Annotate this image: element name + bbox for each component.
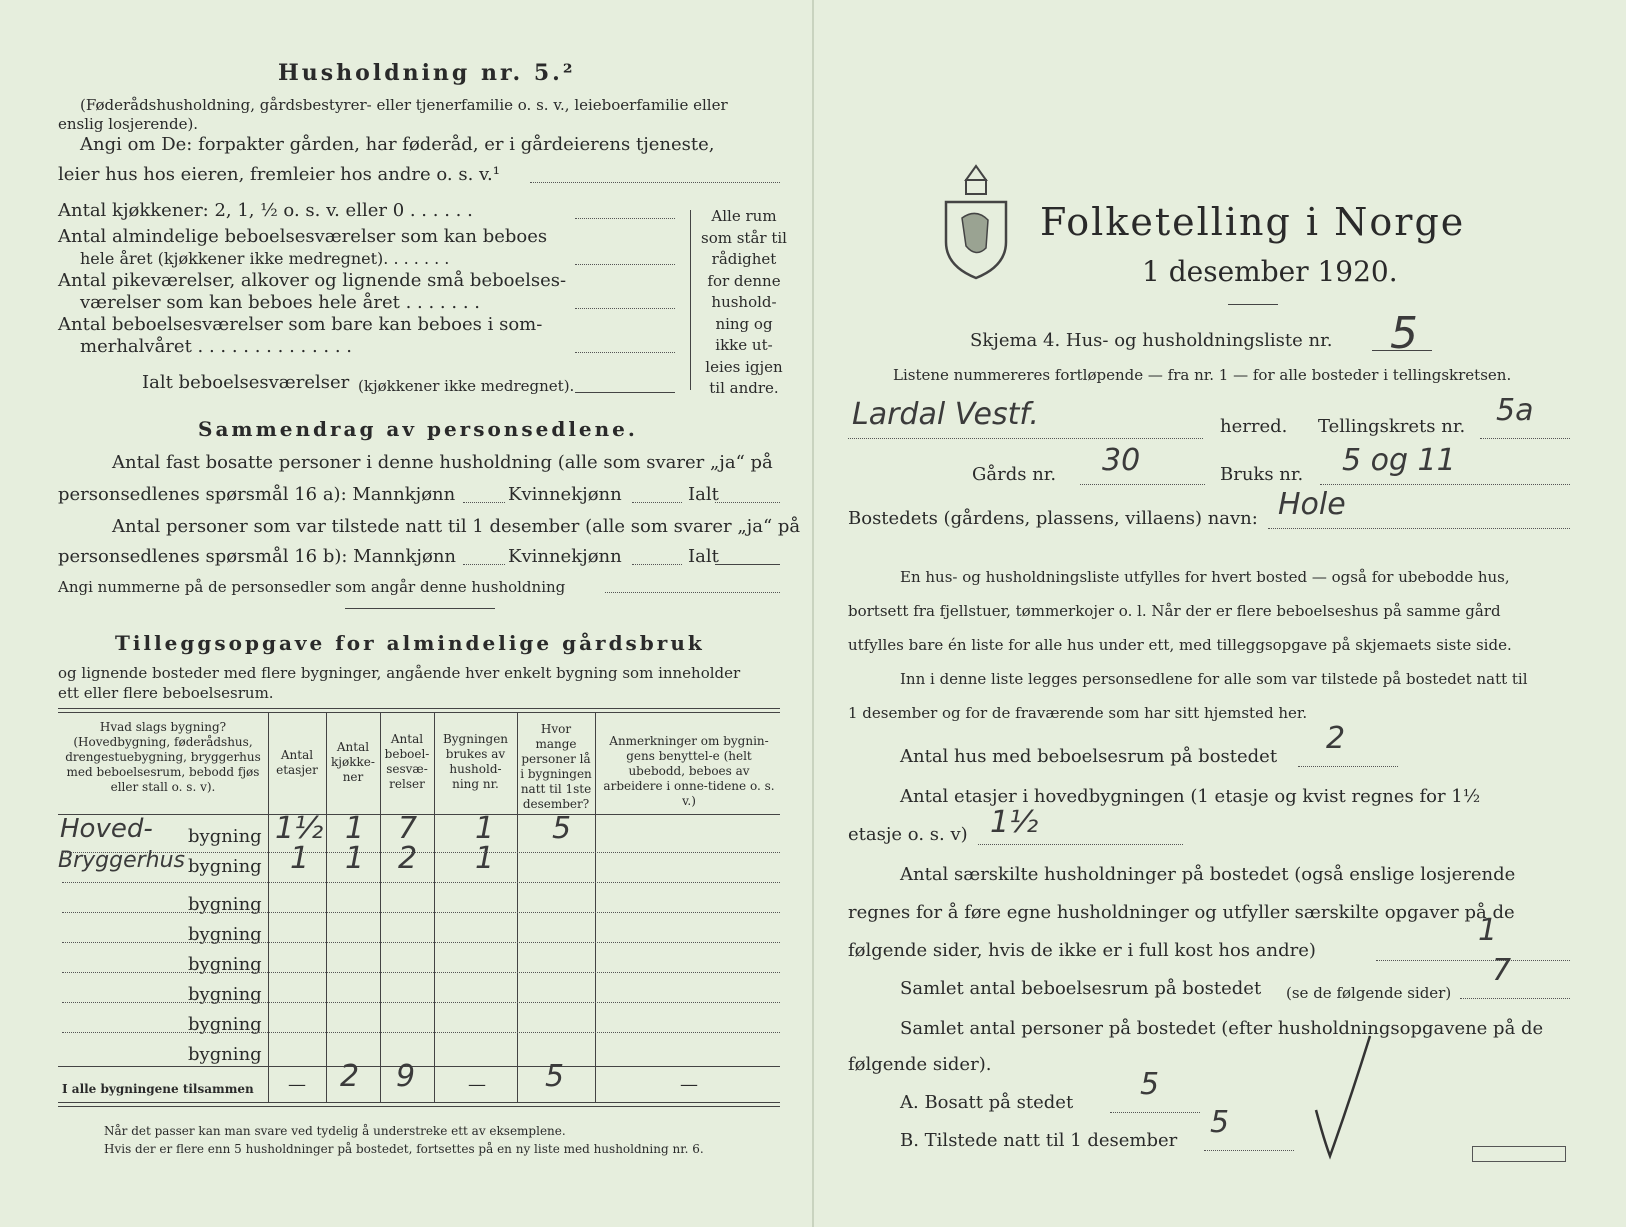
table-bottom-rule-2 <box>58 1106 780 1107</box>
total-persons-line-1: Samlet antal personer på bostedet (efter husholdningsopgavene på de <box>900 1018 1544 1039</box>
row-household: 1 <box>475 811 495 846</box>
row-rule <box>62 1032 780 1033</box>
brace-note-line: rådighet <box>711 250 777 268</box>
total-persons: 5 <box>545 1059 565 1094</box>
table-total-rule <box>58 1066 780 1067</box>
row-rule <box>62 852 780 853</box>
intro-line-1: (Føderådshusholdning, gårdsbestyrer- eller tjenerfamilie o. s. v., leieboerfamilie eller <box>80 96 728 114</box>
norway-coat-of-arms-icon <box>940 162 1012 282</box>
rooms-total-note: (kjøkkener ikke medregnet). <box>358 377 575 395</box>
row-building-suffix: bygning <box>188 894 262 915</box>
footnote-1: Når det passer kan man svare ved tydelig å understreke ett av eksemplene. <box>104 1124 566 1138</box>
rooms-line-5: værelser som kan beboes hele året . . . . . . . <box>80 292 480 313</box>
bruks-value: 5 og 11 <box>1342 443 1456 478</box>
ask-line-2: leier hus hos eieren, fremleier hos andre o. s. v.¹ <box>58 164 500 185</box>
instruction-2-line-1: Inn i denne liste legges personsedlene for alle som var tilstede på bostedet natt til <box>900 670 1528 688</box>
instruction-1-line-1: En hus- og husholdningsliste utfylles for hvert bosted — også for ubebodde hus, <box>900 568 1510 586</box>
row-rule <box>62 882 780 883</box>
numbers-line: Angi nummerne på de personsedler som angår denne husholdning <box>58 578 566 596</box>
households-line-1: Antal særskilte husholdninger på bostedet (også enslige losjerende <box>900 864 1516 885</box>
summary-heading: Sammendrag av personsedlene. <box>198 417 638 441</box>
rooms-line-3: hele året (kjøkkener ikke medregnet). . . . . . . <box>80 249 450 268</box>
section-divider <box>345 608 495 609</box>
present-line <box>1204 1150 1294 1151</box>
gards-value: 30 <box>1102 443 1141 478</box>
households-answer-line <box>1376 960 1570 961</box>
skjema-number-line <box>1372 350 1432 351</box>
summary-line-4: personsedlenes spørsmål 16 b): Mannkjønn <box>58 546 457 567</box>
total-16b-label: Ialt <box>688 546 719 567</box>
kitchens-answer-line <box>575 218 675 219</box>
header-household: Bygningen brukes av hushold-ning nr. <box>442 732 509 791</box>
rooms-line-6: Antal beboelsesværelser som bare kan beboes i som- <box>58 314 543 335</box>
bosted-value: Hole <box>1278 487 1346 522</box>
extra-heading: Tilleggsopgave for almindelige gårdsbruk <box>115 631 705 655</box>
skjema-number: 5 <box>1390 308 1418 359</box>
header-kitchens: Antal kjøkke-ner <box>331 740 375 784</box>
resident-value: 5 <box>1140 1067 1160 1102</box>
row-building-suffix: bygning <box>188 1014 262 1035</box>
female-16a-line <box>632 502 682 503</box>
table-col-rule <box>434 712 435 1102</box>
female-16a-label: Kvinnekjønn <box>508 484 622 505</box>
resident-label: A. Bosatt på stedet <box>900 1092 1074 1113</box>
brace-note-line: for denne <box>707 271 781 290</box>
table-bottom-rule <box>58 1102 780 1103</box>
krets-label: Tellingskrets nr. <box>1318 416 1466 437</box>
brace-note-line: ikke ut- <box>715 336 773 354</box>
instruction-1-line-2: bortsett fra fjellstuer, tømmerkojer o. l. Når der er flere beboelseshus på samme gård <box>848 602 1501 620</box>
bruks-label: Bruks nr. <box>1220 464 1304 485</box>
row-rooms: 2 <box>398 841 418 876</box>
floors-answer-line <box>978 844 1183 845</box>
total-household: — <box>468 1074 486 1095</box>
ask-line-1: Angi om De: forpakter gården, har føderåd, er i gårdeierens tjeneste, <box>80 134 715 155</box>
brace-icon <box>690 210 691 390</box>
rooms-line-7: merhalvåret . . . . . . . . . . . . . . <box>80 336 353 357</box>
numbering-note: Listene nummereres fortløpende — fra nr. 1 — for alle bosteder i tellingskretsen. <box>893 366 1512 384</box>
skjema-label: Skjema 4. Hus- og husholdningsliste nr. <box>970 330 1333 351</box>
row-building-suffix: bygning <box>188 954 262 975</box>
row-rooms: 7 <box>398 811 418 846</box>
brace-note <box>700 206 788 400</box>
present-value: 5 <box>1210 1105 1230 1140</box>
floors-line-1: Antal etasjer i hovedbygningen (1 etasje og kvist regnes for 1½ <box>900 786 1481 807</box>
small-rooms-answer-line <box>575 308 675 309</box>
row-floors: 1 <box>290 841 310 876</box>
floors-line-2: etasje o. s. v) <box>848 824 968 845</box>
row-building-suffix: bygning <box>188 1044 262 1065</box>
total-kitchens: 2 <box>340 1059 360 1094</box>
herred-label: herred. <box>1220 416 1288 437</box>
table-top-rule-2 <box>58 712 780 713</box>
brace-note-line: leies igjen <box>705 357 783 376</box>
brace-note-line: hushold- <box>711 293 777 311</box>
total-16b-line <box>715 564 780 565</box>
row-building-suffix: bygning <box>188 826 262 847</box>
summary-line-1: Antal fast bosatte personer i denne husholdning (alle som svarer „ja“ på <box>112 452 773 473</box>
ask-answer-line <box>530 182 780 183</box>
title-divider <box>1228 304 1278 305</box>
rooms-line-1: Antal kjøkkener: 2, 1, ½ o. s. v. eller 0 . . . . . . <box>58 200 473 221</box>
row-building-type: Hoved- <box>60 814 153 844</box>
row-rule <box>62 942 780 943</box>
instruction-1-line-3: utfylles bare én liste for alle hus under ett, med tilleggsopgave på skjemaets siste side. <box>848 636 1512 654</box>
row-floors: 1½ <box>275 811 324 846</box>
total-rooms-label: Samlet antal beboelsesrum på bostedet <box>900 978 1262 999</box>
male-16b-line <box>463 564 505 565</box>
resident-line <box>1110 1112 1200 1113</box>
summer-rooms-answer-line <box>575 352 675 353</box>
header-persons: Hvor mange personer lå i bygningen natt til 1ste desember? <box>520 722 592 811</box>
summary-line-2: personsedlenes spørsmål 16 a): Mannkjønn <box>58 484 456 505</box>
herred-line <box>848 438 1203 439</box>
bosted-label: Bostedets (gårdens, plassens, villaens) navn: <box>848 508 1258 529</box>
gards-line <box>1080 484 1205 485</box>
total-rooms-note: (se de følgende sider) <box>1286 984 1452 1002</box>
rooms-line-4: Antal pikeværelser, alkover og lignende små beboelses- <box>58 270 567 291</box>
form-date: 1 desember 1920. <box>1142 255 1398 288</box>
row-rule <box>62 972 780 973</box>
header-remarks: Anmerkninger om bygnin-gens benyttel-e (helt ubebodd, beboes av arbeidere i onne-tidene o. s. v.) <box>603 734 775 808</box>
check-mark-icon <box>1310 1030 1380 1160</box>
houses-label: Antal hus med beboelsesrum på bostedet <box>900 746 1278 767</box>
brace-note-line: ning og <box>715 314 773 333</box>
male-16a-line <box>463 502 505 503</box>
female-16b-label: Kvinnekjønn <box>508 546 622 567</box>
table-col-rule <box>517 712 518 1102</box>
houses-value: 2 <box>1326 721 1346 756</box>
krets-line <box>1480 438 1570 439</box>
table-col-rule <box>268 712 269 1102</box>
total-16a-line <box>715 502 780 503</box>
row-building-suffix: bygning <box>188 856 262 877</box>
floors-value: 1½ <box>990 805 1039 840</box>
row-kitchens: 1 <box>345 811 365 846</box>
extra-line-1: og lignende bosteder med flere bygninger, angående hver enkelt bygning som inneholder <box>58 664 741 682</box>
footnote-2: Hvis der er flere enn 5 husholdninger på bostedet, fortsettes på en ny liste med husholdning nr. 6. <box>104 1142 704 1156</box>
bosted-line <box>1268 528 1570 529</box>
table-col-rule <box>326 712 327 1102</box>
table-top-rule <box>58 708 780 709</box>
households-line-3: følgende sider, hvis de ikke er i full kost hos andre) <box>848 940 1316 961</box>
household-heading: Husholdning nr. 5.² <box>278 60 576 86</box>
houses-line <box>1298 766 1398 767</box>
row-building-suffix: bygning <box>188 924 262 945</box>
total-rooms-answer-line <box>1460 998 1570 999</box>
bruks-line <box>1320 484 1570 485</box>
total-16a-label: Ialt <box>688 484 719 505</box>
brace-note-line: Alle rum <box>711 207 777 225</box>
total-floors: — <box>288 1074 306 1095</box>
table-col-rule <box>380 712 381 1102</box>
total-rooms: 9 <box>396 1059 416 1094</box>
female-16b-line <box>632 564 682 565</box>
brace-note-line: som står til <box>701 228 787 247</box>
table-col-rule <box>595 712 596 1102</box>
total-persons-line-2: følgende sider). <box>848 1054 992 1075</box>
gards-label: Gårds nr. <box>972 464 1057 485</box>
total-rooms-value: 7 <box>1492 953 1512 988</box>
present-label: B. Tilstede natt til 1 desember <box>900 1130 1178 1151</box>
households-value: 1 <box>1478 913 1498 948</box>
row-household: 1 <box>475 841 495 876</box>
summary-line-3: Antal personer som var tilstede natt til 1 desember (alle som svarer „ja“ på <box>112 516 801 537</box>
ordinary-rooms-answer-line <box>575 264 675 265</box>
printer-stamp <box>1472 1146 1566 1162</box>
row-rule <box>62 1002 780 1003</box>
rooms-line-2: Antal almindelige beboelsesværelser som kan beboes <box>58 226 548 247</box>
households-line-2: regnes for å føre egne husholdninger og utfyller særskilte opgaver på de <box>848 902 1515 923</box>
total-label: I alle bygningene tilsammen <box>62 1082 254 1096</box>
header-floors: Antal etasjer <box>276 748 318 777</box>
rooms-total-answer-line <box>575 392 675 393</box>
extra-line-2: ett eller flere beboelsesrum. <box>58 684 274 702</box>
page-fold <box>812 0 814 1227</box>
total-remarks: — <box>680 1074 698 1095</box>
row-kitchens: 1 <box>345 841 365 876</box>
row-building-suffix: bygning <box>188 984 262 1005</box>
header-rooms: Antal beboel-sesvæ-relser <box>384 732 430 791</box>
row-building-type: Bryggerhus <box>58 848 186 873</box>
row-persons: 5 <box>552 811 572 846</box>
intro-line-2: enslig losjerende). <box>58 115 199 133</box>
herred-value: Lardal Vestf. <box>852 397 1039 432</box>
form-title: Folketelling i Norge <box>1040 200 1466 244</box>
rooms-total-label: Ialt beboelsesværelser <box>142 372 350 393</box>
brace-note-line: til andre. <box>709 379 779 397</box>
header-building-type: Hvad slags bygning? (Hovedbygning, føderådshus, drengestuebygning, bryggerhus med beboelsesrum, bebodd fjøs eller stall o. s. v). <box>65 720 261 794</box>
row-rule <box>62 912 780 913</box>
table-header-rule <box>58 814 780 815</box>
krets-value: 5a <box>1496 393 1534 428</box>
numbers-answer-line <box>605 592 780 593</box>
instruction-2-line-2: 1 desember og for de fraværende som har sitt hjemsted her. <box>848 704 1308 722</box>
